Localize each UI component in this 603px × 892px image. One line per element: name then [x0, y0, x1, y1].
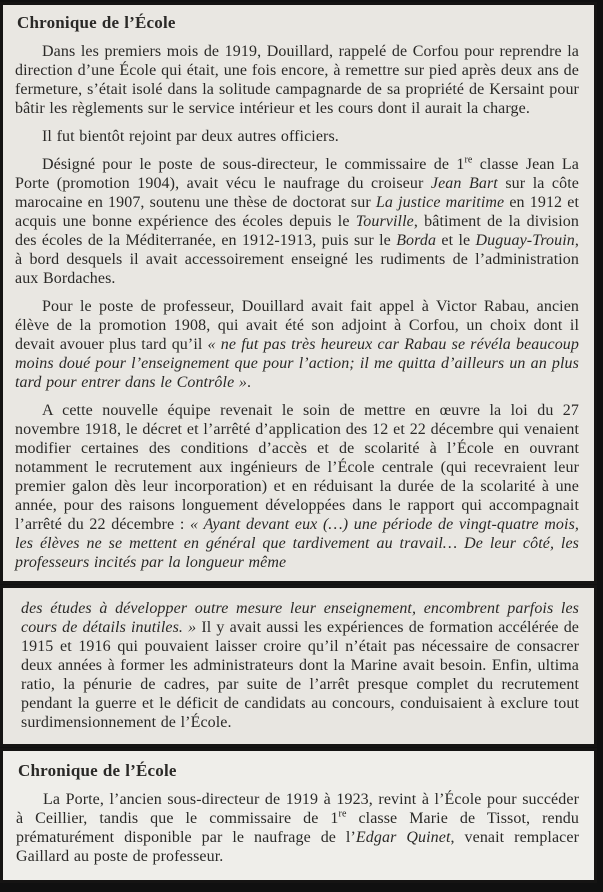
section-body [21, 599, 579, 732]
text-segment: sur la côte marocaine en 1907, soutenu une thèse de doctorat sur [15, 175, 579, 211]
italic-text: des études à développer outre mesure leur enseignement, encombrent parfois les cours de détails inutiles. » [21, 600, 579, 636]
paragraph [15, 42, 579, 118]
italic-text: Borda [396, 232, 437, 249]
text-segment: Désigné pour le poste de sous-directeur, le commissaire de 1 [42, 156, 465, 173]
paragraph [15, 297, 579, 392]
italic-text: « Ayant devant eux (…) une période de vingt-quatre mois, les élèves ne se mettent en général que tardivement au travail… De leur côté, les professeurs incités par la longueur même [15, 516, 579, 571]
text-segment: La Porte, l’ancien sous-directeur de 1919 à 1923, revint à l’École pour succéder à Ceillier, tandis que le commissaire de 1 [16, 791, 579, 827]
text-segment: Il fut bientôt rejoint par deux autres officiers. [42, 128, 339, 145]
text-segment: classe Jean La Porte (promotion 1904), avait vécu le naufrage du croiseur [15, 156, 579, 192]
section-body [15, 42, 579, 572]
chronique-box-1923 [0, 748, 597, 883]
text-segment: classe Marie de Tissot, rendu prématurément disponible par le naufrage de l’ [16, 810, 579, 846]
paragraph [21, 599, 579, 732]
paragraph [16, 790, 579, 866]
paragraph [15, 401, 579, 572]
text-segment: A cette nouvelle équipe revenait le soin de mettre en œuvre la loi du 27 novembre 1918, le décret et l’arrêté d’application des 12 et 22 décembre qui venaient modifier certaines des conditions d’accès et de scolarité à l’École en ouvrant notamment le recrutement aux ingénieurs de l’École centrale (qui recevraient leur premier galon dès leur incorporation) et en réduisant la durée de la scolarité à une année, pour des raisons longuement développées dans le rapport qui accompagnait l’arrêté du 22 décembre : [15, 402, 579, 533]
italic-text: Tourville [355, 213, 414, 230]
text-segment: . [246, 374, 252, 391]
text-segment: Pour le poste de professeur, Douillard avait fait appel à Victor Rabau, ancien élève de la promotion 1908, qui avait été son adjoint à Corfou, un choix dont il devait avouer plus tard qu’il [15, 298, 579, 353]
text-segment: , à bord desquels il avait accessoirement enseigné les rudiments de l’administration aux Bordaches. [15, 232, 580, 287]
italic-text: Duguay-Trouin [475, 232, 575, 249]
continuation-box [0, 585, 597, 747]
chronique-box-1919 [0, 2, 597, 584]
text-segment: et le [436, 232, 476, 249]
italic-text: « ne fut pas très heureux car Rabau se révéla beaucoup moins doué pour l’enseignement que pour l’action; il me quitta d’ailleurs un an plus tard pour entrer dans le Contrôle » [15, 336, 580, 391]
section-body [16, 790, 579, 866]
italic-text: La justice maritime [375, 194, 505, 211]
italic-text: Jean Bart [430, 175, 498, 192]
text-segment: , venait remplacer Gaillard au poste de professeur. [16, 829, 579, 865]
section-heading: Chronique de l’École [17, 13, 176, 32]
italic-text: Edgar Quinet [355, 829, 451, 846]
text-segment: Dans les premiers mois de 1919, Douillard, rappelé de Corfou pour reprendre la direction d’une École qui était, une fois encore, à remettre sur pied après deux ans de fermeture, s’était isolé dans la solitude campagnarde de sa propriété de Kersaint pour bâtir les règlements sur le service intérieur et les cours dont il aurait la charge. [15, 43, 579, 117]
paragraph [15, 155, 579, 288]
superscript-text: re [464, 154, 473, 166]
paragraph [15, 127, 579, 146]
section-heading: Chronique de l’École [18, 761, 177, 780]
text-segment: en 1912 et acquis une bonne expérience des écoles depuis le [15, 194, 580, 230]
text-segment: , bâtiment de la division des écoles de la Méditerranée, en 1912-1913, puis sur le [15, 213, 579, 249]
superscript-text: re [338, 808, 347, 820]
text-segment: Il y avait aussi les expériences de formation accélérée de 1915 et 1916 qui pouvaient laisser croire qu’il n’était pas nécessaire de consacrer deux années à former les administrateurs dont la Marine avait besoin. Enfin, ultima ratio, la pénurie de cadres, par suite de l’arrêt presque complet du recrutement pendant la guerre et le déficit de candidats au concours, conduisaient à exclure tout surdimensionnement de l’École. [21, 619, 579, 731]
